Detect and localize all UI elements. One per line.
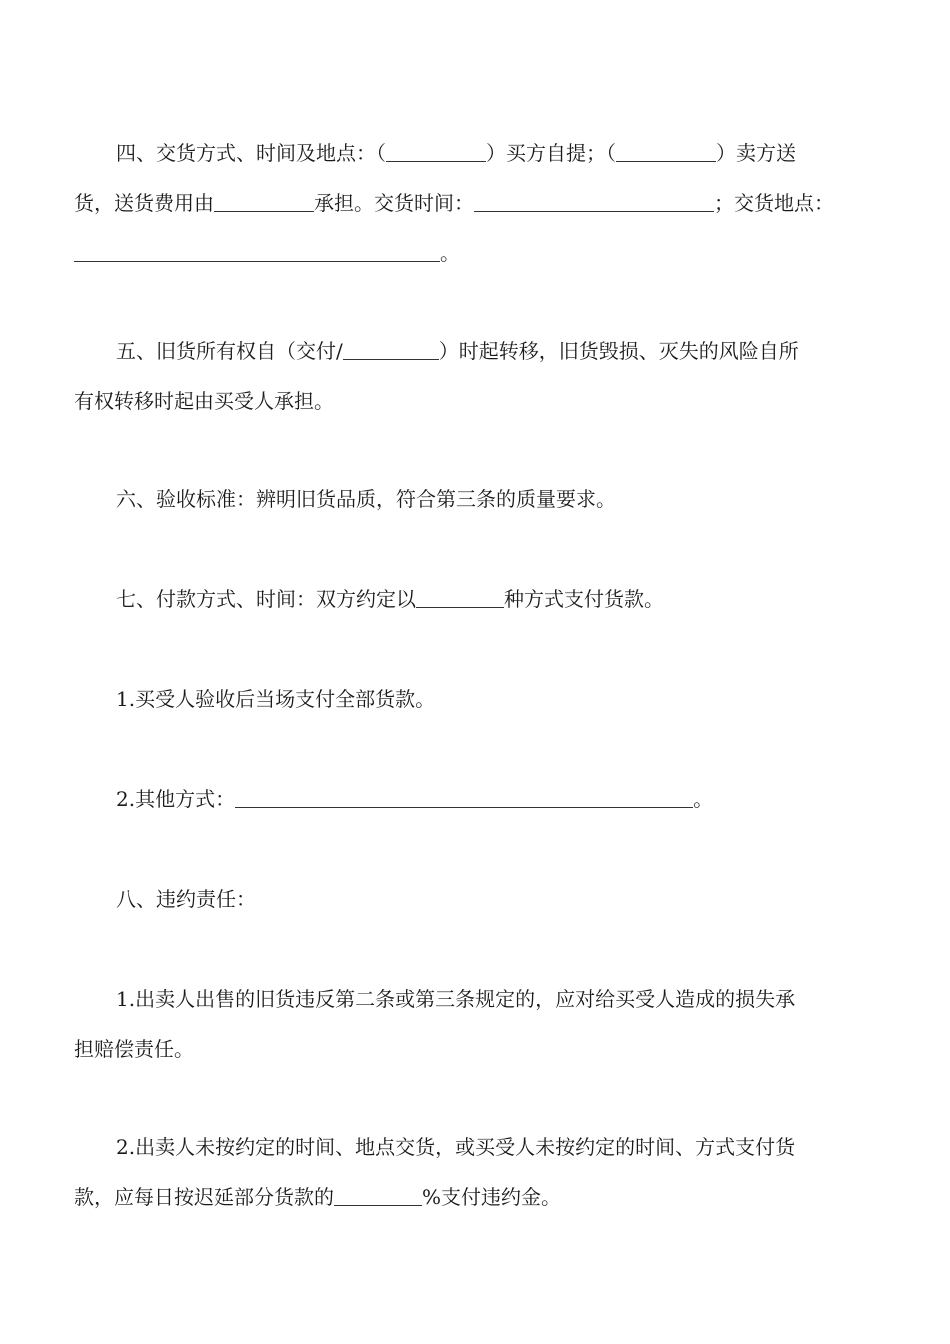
clause-payment — [74, 574, 880, 624]
clause-ownership — [74, 326, 880, 426]
clause-liability — [74, 874, 880, 924]
clause-ownership-line-1 — [74, 326, 880, 376]
clause-text: 七、付款方式、时间：双方约定以 — [116, 587, 416, 611]
clause-text: 2.其他方式： — [116, 787, 236, 811]
clause-text: 承担。交货时间： — [314, 191, 474, 215]
blank-delivery-time[interactable] — [474, 189, 714, 212]
payment-item-1 — [74, 674, 880, 724]
blank-other-payment-method[interactable] — [235, 785, 693, 808]
clause-text: 种方式支付货款。 — [504, 587, 664, 611]
clause-text: ）卖方送 — [716, 141, 796, 165]
blank-delivery-cost-bearer[interactable] — [214, 189, 314, 212]
blank-buyer-pickup[interactable] — [386, 139, 486, 162]
clause-text: 。 — [440, 241, 460, 265]
clause-text: 。 — [693, 787, 714, 811]
clause-text: %支付违约金。 — [422, 1185, 562, 1209]
clause-payment-line-1 — [74, 574, 880, 624]
blank-seller-delivery[interactable] — [616, 139, 716, 162]
clause-ownership-line-2: 有权转移时起由买受人承担。 — [74, 389, 334, 413]
liability-item-1 — [74, 974, 880, 1074]
liability-item-1-line-2: 担赔偿责任。 — [74, 1037, 194, 1061]
clause-text: ）买方自提；（ — [486, 141, 616, 165]
liability-item-1-line-1: 1.出卖人出售的旧货违反第二条或第三条规定的，应对给买受人造成的损失承 — [116, 987, 796, 1011]
clause-text: 款，应每日按迟延部分货款的 — [74, 1185, 334, 1209]
clause-text: 货，送货费用由 — [74, 191, 214, 215]
clause-delivery-line-1 — [74, 128, 880, 178]
clause-text: ；交货地点： — [714, 191, 834, 215]
blank-delivery-place[interactable] — [74, 239, 440, 262]
payment-item-1-text: 1.买受人验收后当场支付全部货款。 — [116, 687, 436, 711]
blank-penalty-rate[interactable] — [334, 1183, 422, 1206]
blank-ownership-transfer[interactable] — [343, 337, 439, 360]
clause-liability-title: 八、违约责任： — [116, 887, 256, 911]
clause-acceptance-text: 六、验收标准：辨明旧货品质，符合第三条的质量要求。 — [116, 487, 616, 511]
liability-item-2 — [74, 1122, 880, 1222]
clause-text: ）时起转移，旧货毁损、灭失的风险自所 — [438, 339, 799, 363]
clause-text: 四、交货方式、时间及地点：（ — [116, 141, 386, 165]
clause-text: 五、旧货所有权自（交付/ — [116, 339, 343, 363]
liability-item-2-line-1: 2.出卖人未按约定的时间、地点交货，或买受人未按约定的时间、方式支付货 — [116, 1135, 796, 1159]
clause-delivery — [74, 128, 880, 278]
clause-delivery-line-2 — [74, 178, 880, 228]
payment-item-2 — [74, 774, 880, 824]
clause-acceptance — [74, 474, 880, 524]
payment-item-2-line — [74, 774, 880, 824]
clause-delivery-line-3 — [74, 228, 880, 278]
blank-payment-method[interactable] — [416, 585, 504, 608]
liability-item-2-line-2 — [74, 1172, 880, 1222]
